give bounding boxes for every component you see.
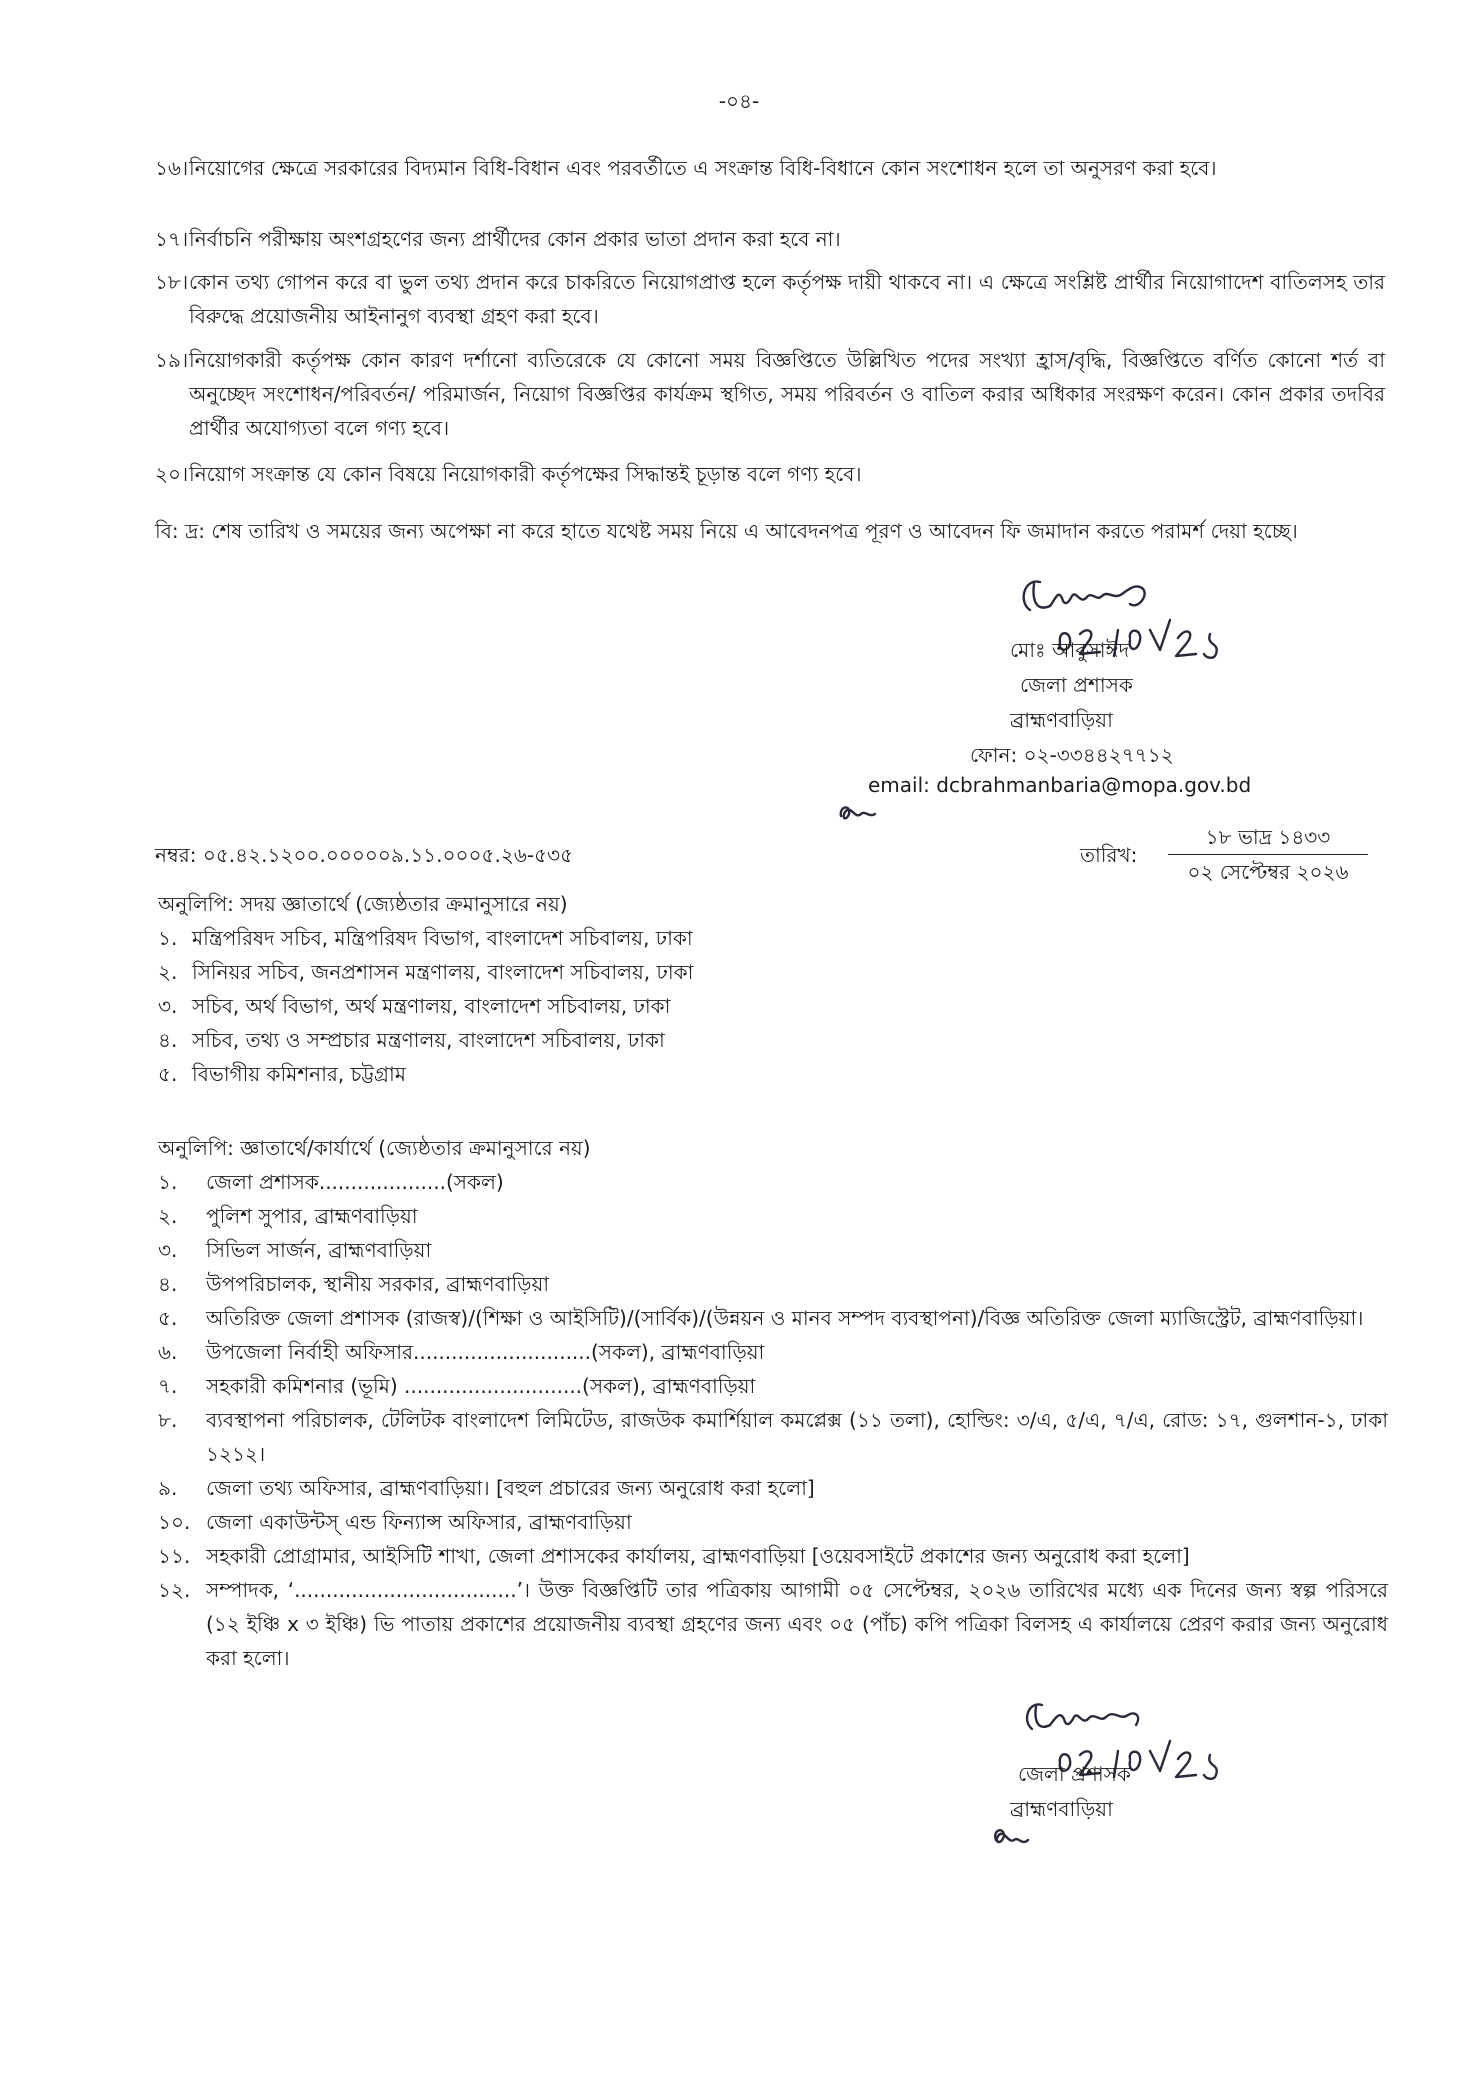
clause-18 [155, 265, 1385, 333]
list-item-number: ৪. [158, 1272, 178, 1296]
clause-16 [155, 151, 1385, 185]
list-item-number: ১১. [158, 1544, 191, 1568]
list-item-number: ৩. [158, 994, 178, 1018]
list-item-number: ১২. [158, 1578, 191, 1602]
list-item-text: সহকারী কমিশনার (ভূমি) ............................(সকল), ব্রাহ্মণবাড়িয়া [206, 1374, 756, 1398]
clause-text: কোন তথ্য গোপন করে বা ভুল তথ্য প্রদান করে চাকরিতে নিয়োগপ্রাপ্ত হলে কর্তৃপক্ষ দায়ী থাকবে না। এ ক্ষেত্রে সংশ্লিষ্ট প্রার্থীর নিয়োগাদেশ বাতিলসহ তার বিরুদ্ধে প্রয়োজনীয় আইনানুগ ব্যবস্থা গ্রহণ করা হবে। [189, 270, 1385, 328]
list-item [158, 1369, 1388, 1403]
list-item-number: ২. [158, 1204, 178, 1228]
list-item-text: অতিরিক্ত জেলা প্রশাসক (রাজস্ব)/(শিক্ষা ও আইসিটি)/(সার্বিক)/(উন্নয়ন ও মানব সম্পদ ব্যবস্থাপনা)/বিজ্ঞ অতিরিক্ত জেলা ম্যাজিস্ট্রেট, ব্রাহ্মণবাড়িয়া। [206, 1306, 1364, 1330]
list-item [158, 1057, 1388, 1091]
list-item-text: সিনিয়র সচিব, জনপ্রশাসন মন্ত্রণালয়, বাংলাদেশ সচিবালয়, ঢাকা [192, 960, 694, 984]
clause-text: নির্বাচনি পরীক্ষায় অংশগ্রহণের জন্য প্রার্থীদের কোন প্রকার ভাতা প্রদান করা হবে না। [189, 227, 841, 251]
list-item-text: ব্যবস্থাপনা পরিচালক, টেলিটক বাংলাদেশ লিমিটেড, রাজউক কমার্শিয়াল কমপ্লেক্স (১১ তলা), হোল্ডিং: ৩/এ, ৫/এ, ৭/এ, রোড: ১৭, গুলশান-১, ঢাকা ১২১২। [206, 1408, 1388, 1466]
list-item-number: ১. [158, 926, 178, 950]
list-item [158, 921, 1388, 955]
signatory-designation: জেলা প্রশাসক [1020, 673, 1133, 697]
initial-mark-1 [835, 798, 879, 828]
clause-19 [155, 343, 1385, 445]
clause-number: ১৬। [155, 156, 189, 180]
signatory-name: মোঃ আবুসাঈদ [1010, 638, 1130, 662]
clause-number: ২০। [155, 462, 189, 486]
list-item-number: ১০. [158, 1510, 191, 1534]
clause-20 [155, 457, 1385, 491]
list-item-number: ১. [158, 1170, 178, 1194]
date-block [1168, 820, 1368, 889]
list-item [158, 1165, 1388, 1199]
list-item [158, 1023, 1388, 1057]
list-item-text: জেলা তথ্য অফিসার, ব্রাহ্মণবাড়িয়া। [বহুল প্রচারের জন্য অনুরোধ করা হলো] [206, 1476, 815, 1500]
clause-text: নিয়োগ সংক্রান্ত যে কোন বিষয়ে নিয়োগকারী কর্তৃপক্ষের সিদ্ধান্তই চূড়ান্ত বলে গণ্য হবে। [189, 462, 862, 486]
email-address: email: dcbrahmanbaria@mopa.gov.bd [868, 773, 1252, 797]
signatory-designation-2: জেলা প্রশাসক [1018, 1762, 1131, 1786]
copy-list-heading: অনুলিপি: জ্ঞাতার্থে/কার্যার্থে (জ্যেষ্ঠতার ক্রমানুসারে নয়) [158, 1136, 591, 1160]
list-item [158, 955, 1388, 989]
list-item [158, 989, 1388, 1023]
list-item-text: সচিব, অর্থ বিভাগ, অর্থ মন্ত্রণালয়, বাংলাদেশ সচিবালয়, ঢাকা [192, 994, 671, 1018]
list-item [158, 1403, 1388, 1471]
list-item-number: ৬. [158, 1340, 178, 1364]
phone-number: ফোন: ০২-৩৩৪৪২৭৭১২ [970, 743, 1174, 767]
clause-17 [155, 222, 1385, 256]
list-item [158, 1301, 1388, 1335]
list-item [158, 1233, 1388, 1267]
clause-text: নিয়োগকারী কর্তৃপক্ষ কোন কারণ দর্শানো ব্যতিরেকে যে কোনো সময় বিজ্ঞপ্তিতে উল্লিখিত পদের সংখ্যা হ্রাস/বৃদ্ধি, বিজ্ঞপ্তিতে বর্ণিত কোনো শর্ত বা অনুচ্ছেদ সংশোধন/পরিবর্তন/ পরিমার্জন, নিয়োগ বিজ্ঞপ্তির কার্যক্রম স্থগিত, সময় পরিবর্তন ও বাতিল করার অধিকার সংরক্ষণ করেন। কোন প্রকার তদবির প্রার্থীর অযোগ্যতা বলে গণ্য হবে। [189, 348, 1385, 440]
signatory-district-2: ব্রাহ্মণবাড়িয়া [1010, 1797, 1113, 1821]
clause-number: ১৯। [155, 348, 189, 372]
list-item-text: জেলা একাউন্টস্ এন্ড ফিন্যান্স অফিসার, ব্রাহ্মণবাড়িয়া [206, 1510, 632, 1534]
list-item-text: সহকারী প্রোগ্রামার, আইসিটি শাখা, জেলা প্রশাসকের কার্যালয়, ব্রাহ্মণবাড়িয়া [ওয়েবসাইটে প্রকাশের জন্য অনুরোধ করা হলো] [206, 1544, 1190, 1568]
list-item-number: ৫. [158, 1306, 178, 1330]
list-item-text: পুলিশ সুপার, ব্রাহ্মণবাড়িয়া [206, 1204, 418, 1228]
copy-list-heading: অনুলিপি: সদয় জ্ঞাতার্থে (জ্যেষ্ঠতার ক্রমানুসারে নয়) [158, 892, 568, 916]
page-number: -০৪- [718, 89, 760, 113]
list-item-text: সচিব, তথ্য ও সম্প্রচার মন্ত্রণালয়, বাংলাদেশ সচিবালয়, ঢাকা [192, 1028, 665, 1052]
list-item [158, 1505, 1388, 1539]
list-item [158, 1267, 1388, 1301]
date-bangla: ১৮ ভাদ্র ১৪৩৩ [1168, 820, 1368, 855]
signatory-district: ব্রাহ্মণবাড়িয়া [1010, 708, 1113, 732]
copy-list-courtesy [158, 887, 1388, 1091]
list-item-number: ৪. [158, 1028, 178, 1052]
clause-number: ১৭। [155, 227, 189, 251]
list-item [158, 1471, 1388, 1505]
list-item-text: বিভাগীয় কমিশনার, চট্টগ্রাম [192, 1062, 406, 1086]
list-item-text: সম্পাদক, ‘...................................’। উক্ত বিজ্ঞপ্তিটি তার পত্রিকায় আগামী ০৫ সেপ্টেম্বর, ২০২৬ তারিখের মধ্যে এক দিনের জন্য স্বল্প পরিসরে (১২ ইঞ্চি x ৩ ইঞ্চি) ভি পাতায় প্রকাশের প্রয়োজনীয় ব্যবস্থা গ্রহণের জন্য এবং ০৫ (পাঁচ) কপি পত্রিকা বিলসহ এ কার্যালয়ে প্রেরণ করার জন্য অনুরোধ করা হলো। [206, 1578, 1388, 1670]
list-item-text: উপজেলা নির্বাহী অফিসার............................(সকল), ব্রাহ্মণবাড়িয়া [206, 1340, 765, 1364]
list-item-number: ৮. [158, 1408, 178, 1432]
initial-mark-2 [988, 1820, 1032, 1854]
list-item [158, 1335, 1388, 1369]
clause-text: নিয়োগের ক্ষেত্রে সরকারের বিদ্যমান বিধি-বিধান এবং পরবর্তীতে এ সংক্রান্ত বিধি-বিধানে কোন সংশোধন হলে তা অনুসরণ করা হবে। [189, 156, 1217, 180]
list-item-number: ৫. [158, 1062, 178, 1086]
date-gregorian: ০২ সেপ্টেম্বর ২০২৬ [1187, 860, 1349, 884]
list-item-text: মন্ত্রিপরিষদ সচিব, মন্ত্রিপরিষদ বিভাগ, বাংলাদেশ সচিবালয়, ঢাকা [192, 926, 693, 950]
date-label: তারিখ: [1080, 843, 1138, 867]
list-item-text: সিভিল সার্জন, ব্রাহ্মণবাড়িয়া [206, 1238, 432, 1262]
list-item-number: ৯. [158, 1476, 178, 1500]
list-item-text: উপপরিচালক, স্থানীয় সরকার, ব্রাহ্মণবাড়িয়া [206, 1272, 550, 1296]
list-item-number: ২. [158, 960, 178, 984]
memo-number: নম্বর: ০৫.৪২.১২০০.০০০০০৯.১১.০০০৫.২৬-৫৩৫ [155, 843, 574, 867]
list-item-number: ৩. [158, 1238, 178, 1262]
clause-number: ১৮। [155, 270, 189, 294]
list-item [158, 1573, 1388, 1675]
list-item-number: ৭. [158, 1374, 178, 1398]
list-item [158, 1199, 1388, 1233]
list-item [158, 1539, 1388, 1573]
list-item-text: জেলা প্রশাসক....................(সকল) [206, 1170, 504, 1194]
note-paragraph: বি: দ্র: শেষ তারিখ ও সময়ের জন্য অপেক্ষা না করে হাতে যথেষ্ট সময় নিয়ে এ আবেদনপত্র পূরণ ও আবেদন ফি জমাদান করতে পরামর্শ দেয়া হচ্ছে। [155, 519, 1298, 543]
copy-list-action [158, 1131, 1388, 1675]
